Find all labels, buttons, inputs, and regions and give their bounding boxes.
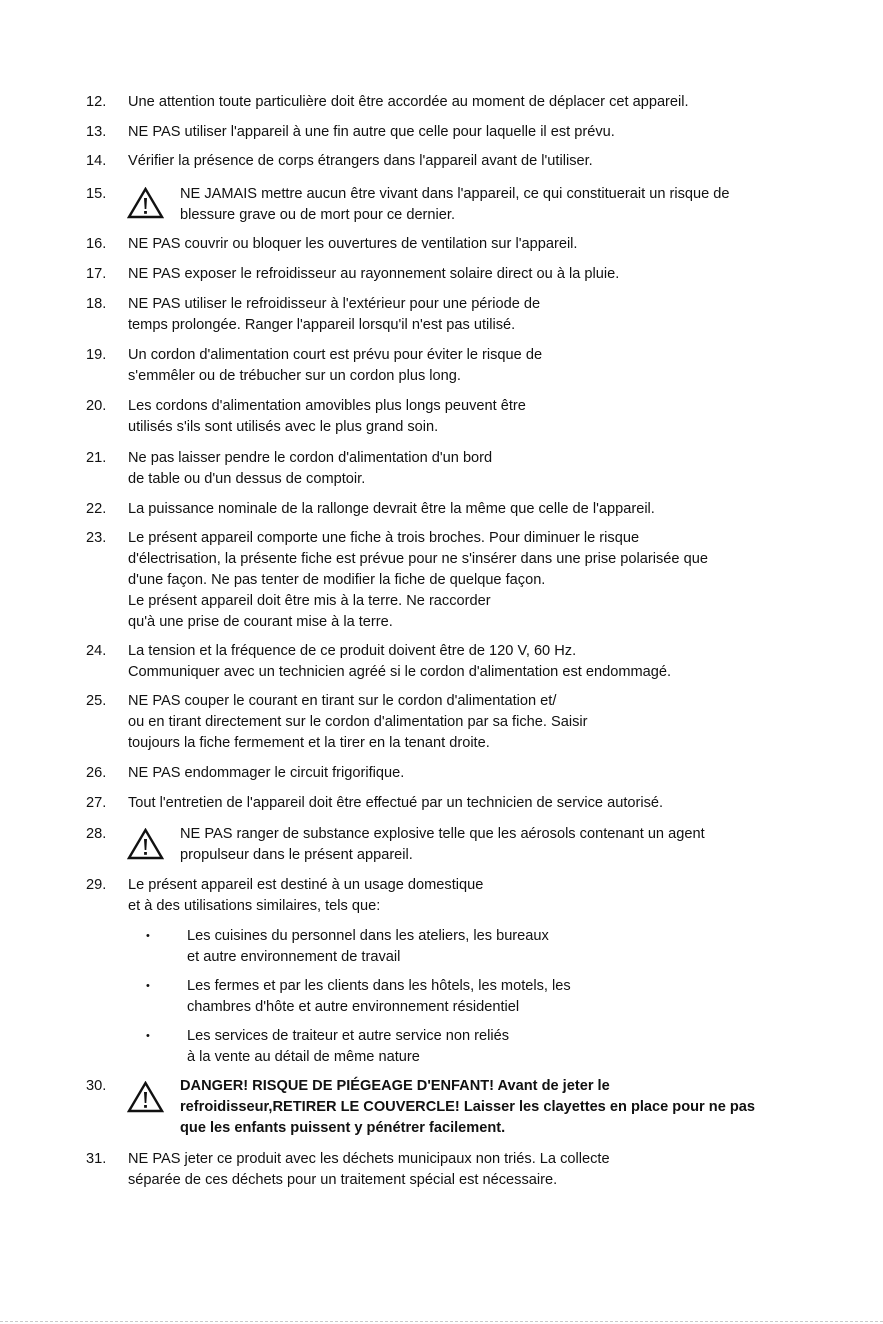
item-text	[128, 763, 828, 784]
item-line: séparée de ces déchets pour un traitement spécial est nécessaire.	[128, 1172, 558, 1188]
item-line: refroidisseur,RETIRER LE COUVERCLE! Laisser les clayettes en place pour ne pas	[180, 1099, 756, 1115]
warning-triangle-icon	[127, 1081, 164, 1113]
item-text	[128, 396, 828, 438]
item-line: propulseur dans le présent appareil.	[180, 847, 413, 863]
bullet-text	[187, 926, 549, 968]
item-line: NE PAS utiliser l'appareil à une fin autre que celle pour laquelle il est prévu.	[128, 124, 615, 140]
bullet-text	[187, 1026, 509, 1068]
item-line: NE PAS utiliser le refroidisseur à l'extérieur pour une période de	[128, 296, 541, 312]
item-number: 21.	[86, 450, 107, 466]
item-text	[128, 234, 828, 255]
item-line: blessure grave ou de mort pour ce dernier.	[180, 207, 456, 223]
item-number: 18.	[86, 296, 107, 312]
item-line: Le présent appareil est destiné à un usage domestique	[128, 877, 484, 893]
warning-triangle-icon	[127, 828, 164, 860]
item-line: s'emmêler ou de trébucher sur un cordon plus long.	[128, 368, 461, 384]
item-line: La tension et la fréquence de ce produit doivent être de 120 V, 60 Hz.	[128, 643, 577, 659]
bullet-line: Les fermes et par les clients dans les hôtels, les motels, les	[187, 978, 571, 994]
item-number: 12.	[86, 94, 107, 110]
item-line: qu'à une prise de courant mise à la terre.	[128, 614, 393, 630]
item-text	[128, 92, 828, 113]
item-text	[128, 641, 828, 683]
item-line: NE PAS endommager le circuit frigorifique.	[128, 765, 405, 781]
item-line: La puissance nominale de la rallonge devrait être la même que celle de l'appareil.	[128, 501, 655, 517]
item-text	[180, 824, 820, 866]
item-line: de table ou d'un dessus de comptoir.	[128, 471, 366, 487]
item-number: 20.	[86, 398, 107, 414]
item-number: 19.	[86, 347, 107, 363]
item-text	[128, 691, 828, 754]
item-line: Le présent appareil comporte une fiche à trois broches. Pour diminuer le risque	[128, 530, 640, 546]
item-line: Tout l'entretien de l'appareil doit être effectué par un technicien de service autorisé.	[128, 795, 664, 811]
item-line: NE PAS jeter ce produit avec les déchets municipaux non triés. La collecte	[128, 1151, 610, 1167]
item-line: que les enfants puissent y pénétrer facilement.	[180, 1120, 506, 1136]
item-number: 14.	[86, 153, 107, 169]
item-text	[128, 448, 828, 490]
bullet-marker: •	[146, 930, 150, 942]
bullet-text	[187, 976, 571, 1018]
bullet-marker: •	[146, 1030, 150, 1042]
item-text	[128, 1149, 828, 1191]
bullet-marker: •	[146, 980, 150, 992]
item-text	[128, 122, 828, 143]
item-text	[128, 294, 828, 336]
item-text	[128, 345, 828, 387]
item-number: 27.	[86, 795, 107, 811]
item-number: 30.	[86, 1078, 107, 1094]
item-text	[128, 264, 828, 285]
item-number: 24.	[86, 643, 107, 659]
item-text	[128, 499, 828, 520]
item-line: d'électrisation, la présente fiche est prévue pour ne s'insérer dans une prise polarisée que	[128, 551, 708, 567]
warning-triangle-icon	[127, 187, 164, 219]
bullet-line: chambres d'hôte et autre environnement résidentiel	[187, 999, 520, 1015]
item-text	[180, 184, 820, 226]
item-number: 16.	[86, 236, 107, 252]
item-line: utilisés s'ils sont utilisés avec le plus grand soin.	[128, 419, 439, 435]
item-line: toujours la fiche fermement et la tirer en la tenant droite.	[128, 735, 490, 751]
item-line: NE PAS ranger de substance explosive telle que les aérosols contenant un agent	[180, 826, 705, 842]
item-line: ou en tirant directement sur le cordon d'alimentation par sa fiche. Saisir	[128, 714, 588, 730]
item-number: 22.	[86, 501, 107, 517]
item-number: 23.	[86, 530, 107, 546]
item-line: NE PAS couvrir ou bloquer les ouvertures de ventilation sur l'appareil.	[128, 236, 578, 252]
item-line: et à des utilisations similaires, tels que:	[128, 898, 381, 914]
danger-warning-text	[180, 1076, 820, 1139]
item-text	[128, 875, 828, 917]
bullet-line: Les services de traiteur et autre service non reliés	[187, 1028, 510, 1044]
item-line: Une attention toute particulière doit être accordée au moment de déplacer cet appareil.	[128, 94, 689, 110]
item-line: Les cordons d'alimentation amovibles plus longs peuvent être	[128, 398, 526, 414]
item-line: Ne pas laisser pendre le cordon d'alimentation d'un bord	[128, 450, 493, 466]
item-number: 15.	[86, 186, 107, 202]
item-line: NE PAS exposer le refroidisseur au rayonnement solaire direct ou à la pluie.	[128, 266, 620, 282]
bullet-line: à la vente au détail de même nature	[187, 1049, 420, 1065]
item-number: 13.	[86, 124, 107, 140]
item-text	[128, 151, 828, 172]
item-line: Vérifier la présence de corps étrangers dans l'appareil avant de l'utiliser.	[128, 153, 593, 169]
page-bottom-divider	[0, 1321, 883, 1322]
item-number: 25.	[86, 693, 107, 709]
item-line: Le présent appareil doit être mis à la terre. Ne raccorder	[128, 593, 491, 609]
item-line: temps prolongée. Ranger l'appareil lorsqu'il n'est pas utilisé.	[128, 317, 516, 333]
item-number: 28.	[86, 826, 107, 842]
item-line: d'une façon. Ne pas tenter de modifier la fiche de quelque façon.	[128, 572, 546, 588]
item-number: 26.	[86, 765, 107, 781]
item-line: NE PAS couper le courant en tirant sur le cordon d'alimentation et/	[128, 693, 557, 709]
item-number: 29.	[86, 877, 107, 893]
item-line: NE JAMAIS mettre aucun être vivant dans l'appareil, ce qui constituerait un risque de	[180, 186, 730, 202]
item-number: 17.	[86, 266, 107, 282]
item-line: Un cordon d'alimentation court est prévu pour éviter le risque de	[128, 347, 543, 363]
item-number: 31.	[86, 1151, 107, 1167]
bullet-line: et autre environnement de travail	[187, 949, 401, 965]
bullet-line: Les cuisines du personnel dans les ateliers, les bureaux	[187, 928, 549, 944]
item-text	[128, 528, 828, 633]
item-line: DANGER! RISQUE DE PIÉGEAGE D'ENFANT! Avant de jeter le	[180, 1078, 610, 1094]
item-line: Communiquer avec un technicien agréé si le cordon d'alimentation est endommagé.	[128, 664, 672, 680]
item-text	[128, 793, 828, 814]
